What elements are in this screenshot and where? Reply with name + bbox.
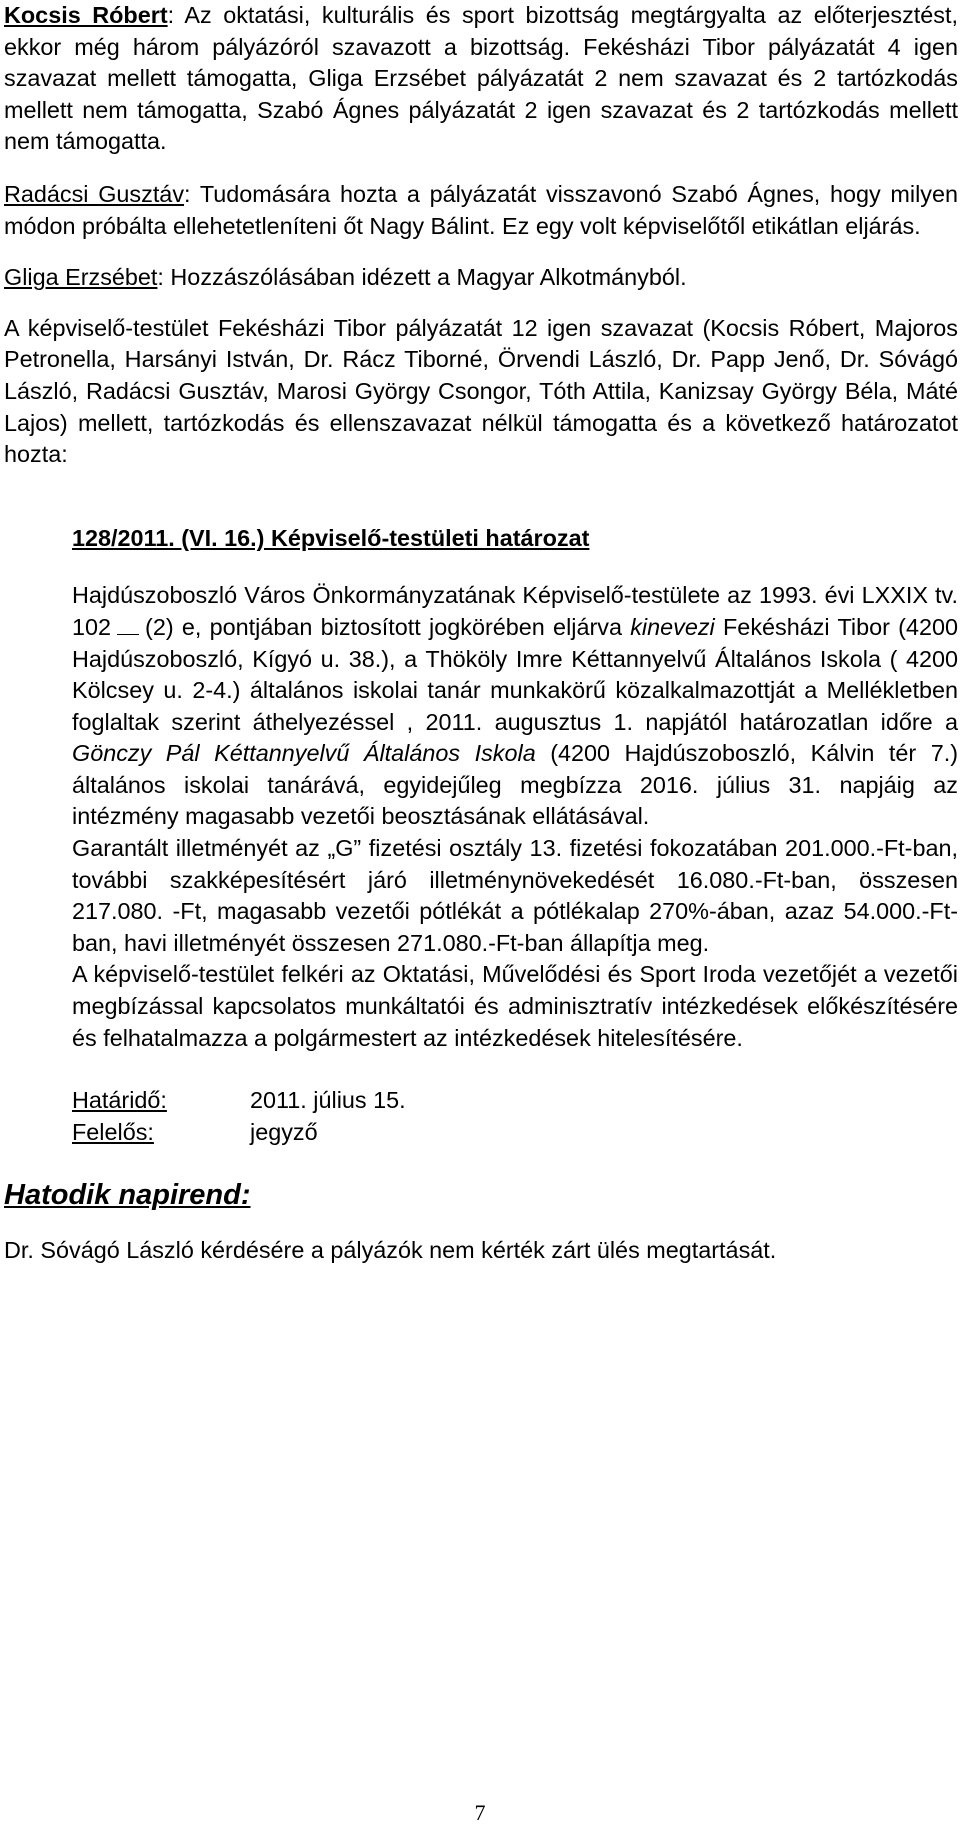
minutes-paragraph bbox=[4, 179, 958, 242]
responsible-label: Felelős: bbox=[72, 1118, 154, 1145]
resolution-text-italic: kinevezi bbox=[630, 613, 715, 640]
responsible-row bbox=[72, 1117, 958, 1149]
speaker-name: Radácsi Gusztáv bbox=[4, 180, 185, 207]
request-paragraph: A képviselő-testület felkéri az Oktatási, Művelődési és Sport Iroda vezetőjét a vezetői megbízással kapcsolatos munkáltatói és adminisztratív intézkedések előkészítésére és felhatalmazza a polgármestert az intézkedések hitelesítésére. bbox=[72, 961, 958, 1051]
deadline-value: 2011. július 15. bbox=[250, 1087, 406, 1114]
school-name-italic: Gönczy Pál Kéttannyelvű Általános Iskola bbox=[72, 740, 536, 767]
document-page bbox=[4, 0, 958, 1290]
resolution-title: 128/2011. (VI. 16.) Képviselő-testületi határozat bbox=[72, 524, 590, 551]
minutes-paragraph bbox=[4, 262, 958, 294]
paragraph-text: : Hozzászólásában idézett a Magyar Alkotmányból. bbox=[157, 264, 687, 291]
page-number: 7 bbox=[474, 1800, 486, 1825]
resolution-text: (2) e, pontjában biztosított jogkörében eljárva bbox=[145, 613, 631, 640]
salary-paragraph: Garantált illetményét az „G” fizetési osztály 13. fizetési fokozatában 201.000.-Ft-ban, további szakképesítésért járó illetménynövekedését 16.080.-Ft-ban, összesen 217.080. -Ft, magasabb vezetői pótlékát a pótlékalap 270%-ában, azaz 54.000.-Ft-ban, havi illetményét összesen 271.080.-Ft-ban állapítja meg. bbox=[72, 835, 958, 956]
speaker-name: Gliga Erzsébet bbox=[4, 264, 158, 291]
blank-underline bbox=[117, 616, 139, 635]
paragraph-text: : Tudomására hozta a pályázatát visszavonó Szabó Ágnes, hogy milyen módon próbálta ellehetetleníteni őt Nagy Bálint. Ez egy volt képviselőtől etikátlan eljárás. bbox=[4, 180, 958, 239]
agenda-heading: Hatodik napirend: bbox=[4, 1179, 251, 1212]
agenda-paragraph: Dr. Sóvágó László kérdésére a pályázók nem kérték zárt ülés megtartását. bbox=[4, 1237, 777, 1264]
deadline-label: Határidő: bbox=[72, 1087, 167, 1114]
resolution-decision bbox=[72, 580, 958, 833]
vote-paragraph: A képviselő-testület Fekésházi Tibor pályázatát 12 igen szavazat (Kocsis Róbert, Majoros Petronella, Harsányi István, Dr. Rácz Tiborné, Örvendi László, Dr. Papp Jenő, Dr. Sóvágó László, Radácsi Gusztáv, Marosi György Csongor, Tóth Attila, Kanizsay György Béla, Máté Lajos) mellett, tartózkodás és ellenszavazat nélkül támogatta és a következő határozatot hozta: bbox=[4, 314, 958, 468]
resolution-text: Hajdúszoboszló Város Önkormányzatának Képviselő-testülete az 1993. évi LXXIX tv. 102 bbox=[72, 582, 958, 640]
resolution-text: Fekésházi Tibor (4200 Hajdúszoboszló, Kígyó u. 38.), a Thököly Imre Kéttannyelvű Általános Iskola ( 4200 Kölcsey u. 2-4.) általános iskolai tanár munkakörű közalkalmazottját a Mellékletben foglaltak szerint áthelyezéssel , 2011. augusztus 1. napjától határozatlan időre a bbox=[72, 613, 958, 735]
speaker-name: Kocsis Róbert bbox=[4, 2, 168, 28]
deadline-row bbox=[72, 1085, 958, 1117]
resolution-text: (4200 Hajdúszoboszló, Kálvin tér 7.) általános iskolai tanárává, egyidejűleg megbízza 2016. július 31. napjáig az intézmény magasabb vezetői beosztásának ellátásával. bbox=[72, 740, 958, 830]
responsible-value: jegyző bbox=[250, 1118, 318, 1145]
paragraph-text: : Az oktatási, kulturális és sport bizottság megtárgyalta az előterjesztést, ekkor még három pályázóról szavazott a bizottság. Fekésházi Tibor pályázatát 4 igen szavazat mellett támogatta, Gliga Erzsébet pályázatát 2 nem szavazat és 2 tartózkodás mellett nem támogatta, Szabó Ágnes pályázatát 2 igen szavazat és 2 tartózkodás mellett nem támogatta. bbox=[4, 2, 958, 155]
deadline-block bbox=[72, 1085, 958, 1148]
resolution-body bbox=[72, 580, 958, 1054]
minutes-paragraph bbox=[4, 0, 958, 158]
